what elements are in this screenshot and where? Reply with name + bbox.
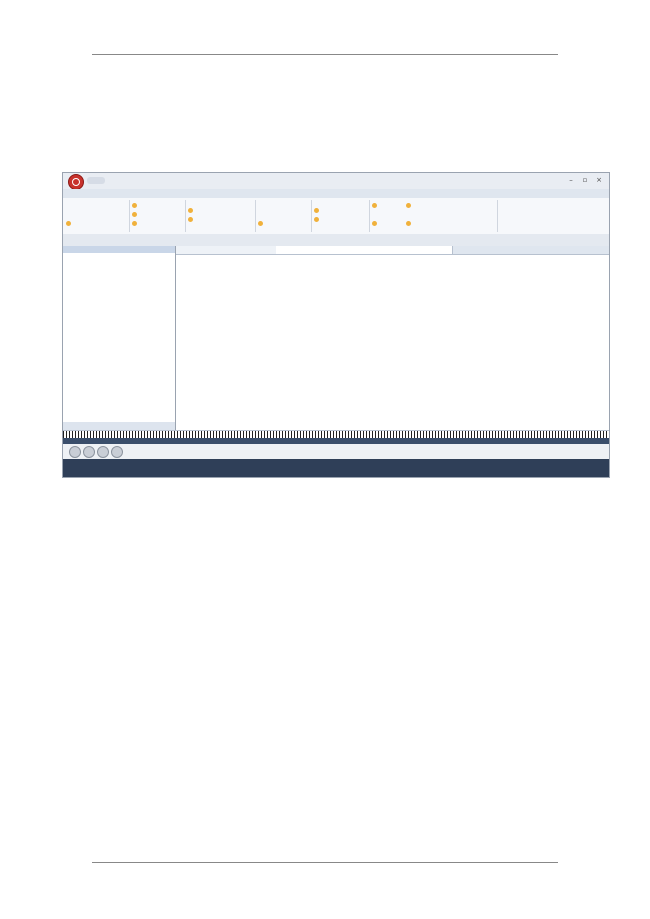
navigation-area [63, 430, 609, 459]
level-trigger-button[interactable] [132, 210, 182, 218]
footer-rule [92, 862, 558, 863]
minimize-icon[interactable]: – [569, 176, 573, 184]
channel-preprocessing-button[interactable] [66, 201, 126, 209]
linear-derivation-button[interactable] [132, 219, 182, 227]
maximize-icon[interactable]: ▫ [582, 176, 588, 184]
ribbon [63, 198, 609, 235]
inverse-ica-button[interactable] [406, 201, 413, 209]
edit-channels-button[interactable] [132, 201, 182, 209]
nav-last-icon[interactable] [111, 446, 123, 458]
ribbon-tabs [63, 189, 609, 198]
wavelets-button[interactable] [406, 219, 413, 227]
ocular-correction-ica-button[interactable] [314, 206, 366, 214]
history-explorer [63, 246, 176, 430]
ocular-correction-button[interactable] [314, 215, 366, 223]
change-sampling-rate-button[interactable] [66, 219, 126, 227]
nav-prev-icon[interactable] [83, 446, 95, 458]
pane-tabs [63, 422, 175, 430]
status-bar [63, 459, 609, 477]
document-tabs [176, 246, 609, 255]
ribbon-group-interpolation [185, 200, 256, 232]
ribbon-group-frequency [369, 200, 498, 232]
data-filtering-button[interactable] [258, 201, 308, 209]
data-preprocessing-button[interactable] [66, 210, 126, 218]
ribbon-group-edit [129, 200, 186, 232]
artifact-rejection-button[interactable] [258, 210, 308, 218]
ribbon-group-ocular [311, 200, 370, 232]
raw-data-inspection-button[interactable] [258, 219, 308, 227]
nav-next-icon[interactable] [97, 446, 109, 458]
ica-button[interactable] [372, 219, 379, 227]
analyzer-screenshot [62, 172, 610, 478]
navigation-bar-title [63, 438, 610, 444]
pane-title [63, 246, 175, 253]
eeg-viewer[interactable] [176, 255, 609, 429]
doc-tab-raw-inspection[interactable] [220, 246, 279, 254]
formula-evaluator-button[interactable] [188, 215, 252, 223]
window-titlebar [63, 173, 609, 190]
ribbon-group-filtering [255, 200, 312, 232]
doc-tab-ocular[interactable] [176, 246, 223, 254]
close-icon[interactable]: × [596, 176, 602, 184]
topographic-interpolation-button[interactable] [188, 206, 252, 214]
app-logo-icon[interactable] [68, 174, 84, 190]
quick-access-toolbar[interactable] [87, 177, 105, 184]
fft-button[interactable] [372, 201, 379, 209]
ribbon-group-preprocessing [63, 200, 130, 232]
doc-tab-active[interactable] [276, 246, 453, 254]
nav-first-icon[interactable] [69, 446, 81, 458]
header-rule [92, 54, 558, 55]
overview-strip[interactable] [63, 431, 609, 438]
